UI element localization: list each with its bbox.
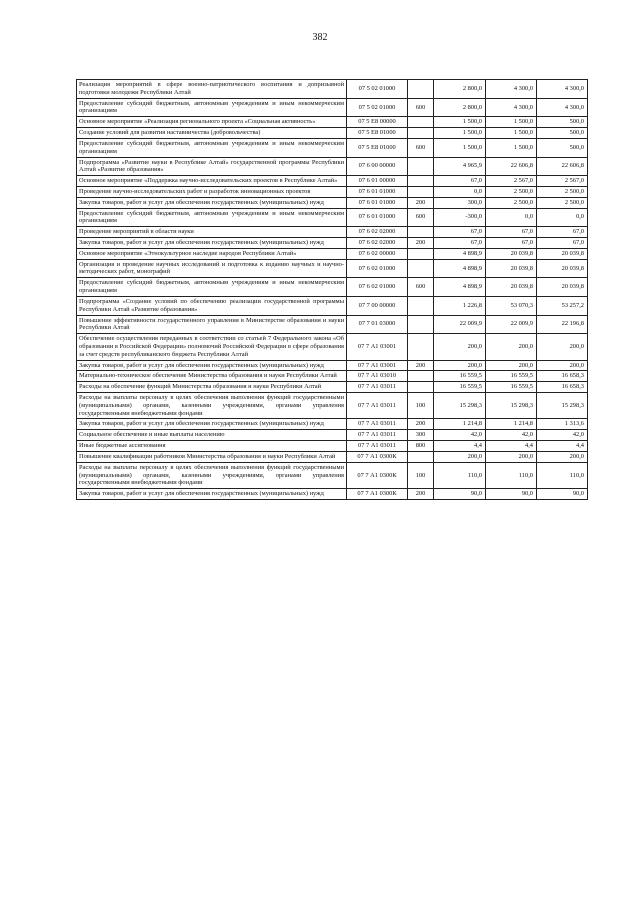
row-amount-year1-cell: 4,4 bbox=[434, 441, 486, 452]
row-expense-type-cell: 600 bbox=[408, 138, 434, 157]
row-expense-type-cell: 300 bbox=[408, 430, 434, 441]
row-expense-type-cell bbox=[408, 296, 434, 315]
table-row bbox=[77, 80, 588, 99]
row-code-cell: 07 7 01 03000 bbox=[347, 315, 408, 334]
row-amount-year3-cell: 200,0 bbox=[537, 451, 588, 462]
row-amount-year3-cell: 22 196,8 bbox=[537, 315, 588, 334]
row-name-cell: Закупка товаров, работ и услуг для обеспечения государственных (муниципальных) нужд bbox=[77, 489, 347, 500]
row-amount-year1-cell: 1 500,0 bbox=[434, 117, 486, 128]
row-amount-year1-cell: 22 009,9 bbox=[434, 315, 486, 334]
row-expense-type-cell bbox=[408, 128, 434, 139]
row-code-cell: 07 5 E8 01000 bbox=[347, 128, 408, 139]
table-row bbox=[77, 451, 588, 462]
row-code-cell: 07 7 А1 0300К bbox=[347, 451, 408, 462]
table-row bbox=[77, 128, 588, 139]
row-name-cell: Закупка товаров, работ и услуг для обеспечения государственных (муниципальных) нужд bbox=[77, 419, 347, 430]
row-code-cell: 07 7 00 00000 bbox=[347, 296, 408, 315]
row-name-cell: Организация и проведение научных исследований и подготовка к изданию научных и научно-методических работ, монографий bbox=[77, 259, 347, 278]
row-code-cell: 07 5 02 01000 bbox=[347, 98, 408, 117]
table-row bbox=[77, 157, 588, 176]
row-amount-year2-cell: 20 039,8 bbox=[486, 248, 537, 259]
row-amount-year3-cell: 16 658,3 bbox=[537, 371, 588, 382]
table-row bbox=[77, 138, 588, 157]
row-amount-year2-cell: 200,0 bbox=[486, 451, 537, 462]
row-expense-type-cell bbox=[408, 80, 434, 99]
row-expense-type-cell: 200 bbox=[408, 197, 434, 208]
table-row bbox=[77, 334, 588, 360]
row-amount-year2-cell: 90,0 bbox=[486, 489, 537, 500]
row-name-cell: Иные бюджетные ассигнования bbox=[77, 441, 347, 452]
table-row bbox=[77, 371, 588, 382]
row-amount-year1-cell: 67,0 bbox=[434, 176, 486, 187]
row-code-cell: 07 7 А1 0300К bbox=[347, 489, 408, 500]
row-amount-year2-cell: 67,0 bbox=[486, 227, 537, 238]
table-row bbox=[77, 393, 588, 419]
row-code-cell: 07 7 А1 03011 bbox=[347, 419, 408, 430]
row-amount-year1-cell: 4 898,9 bbox=[434, 278, 486, 297]
row-name-cell: Реализация мероприятий в сфере военно-патриотического воспитания и допризывной подготовки молодежи Республики Алтай bbox=[77, 80, 347, 99]
row-code-cell: 07 7 А1 03001 bbox=[347, 334, 408, 360]
row-name-cell: Подпрограмма «Развитие науки в Республике Алтай» государственной программы Республики Алтай «Развитие образования» bbox=[77, 157, 347, 176]
row-name-cell: Закупка товаров, работ и услуг для обеспечения государственных (муниципальных) нужд bbox=[77, 238, 347, 249]
budget-table-body bbox=[77, 80, 588, 500]
row-expense-type-cell bbox=[408, 451, 434, 462]
table-row bbox=[77, 278, 588, 297]
row-expense-type-cell bbox=[408, 176, 434, 187]
row-amount-year2-cell: 16 559,5 bbox=[486, 371, 537, 382]
row-expense-type-cell: 100 bbox=[408, 462, 434, 488]
row-expense-type-cell: 200 bbox=[408, 419, 434, 430]
row-amount-year3-cell: 4 300,0 bbox=[537, 98, 588, 117]
row-amount-year3-cell: 90,0 bbox=[537, 489, 588, 500]
row-name-cell: Подпрограмма «Создание условий по обеспечению реализации государственной программы Республики Алтай «Развитие образования» bbox=[77, 296, 347, 315]
row-amount-year3-cell: 20 039,8 bbox=[537, 248, 588, 259]
table-row bbox=[77, 430, 588, 441]
row-code-cell: 07 7 А1 0300К bbox=[347, 462, 408, 488]
row-amount-year3-cell: 500,0 bbox=[537, 138, 588, 157]
row-amount-year3-cell: 200,0 bbox=[537, 334, 588, 360]
row-amount-year1-cell: 4 898,9 bbox=[434, 248, 486, 259]
row-amount-year2-cell: 20 039,8 bbox=[486, 259, 537, 278]
row-amount-year2-cell: 22 009,9 bbox=[486, 315, 537, 334]
row-amount-year2-cell: 53 070,3 bbox=[486, 296, 537, 315]
table-row bbox=[77, 186, 588, 197]
row-amount-year2-cell: 0,0 bbox=[486, 208, 537, 227]
table-row bbox=[77, 419, 588, 430]
row-amount-year1-cell: 2 800,0 bbox=[434, 80, 486, 99]
row-amount-year3-cell: 2 567,0 bbox=[537, 176, 588, 187]
row-amount-year1-cell: 16 559,5 bbox=[434, 371, 486, 382]
row-name-cell: Предоставление субсидий бюджетным, автономным учреждениям и иным некоммерческим организациям bbox=[77, 138, 347, 157]
row-amount-year3-cell: 22 606,8 bbox=[537, 157, 588, 176]
row-amount-year2-cell: 2 500,0 bbox=[486, 197, 537, 208]
row-code-cell: 07 6 01 01000 bbox=[347, 197, 408, 208]
row-expense-type-cell bbox=[408, 259, 434, 278]
row-amount-year3-cell: 200,0 bbox=[537, 360, 588, 371]
row-amount-year2-cell: 4 300,0 bbox=[486, 80, 537, 99]
row-expense-type-cell bbox=[408, 334, 434, 360]
table-row bbox=[77, 315, 588, 334]
row-name-cell: Основное мероприятие «Реализация регионального проекта «Социальная активность» bbox=[77, 117, 347, 128]
table-row bbox=[77, 462, 588, 488]
row-name-cell: Основное мероприятие «Поддержка научно-исследовательских проектов в Республике Алтай» bbox=[77, 176, 347, 187]
row-amount-year1-cell: 1 214,8 bbox=[434, 419, 486, 430]
row-name-cell: Материально-техническое обеспечение Министерства образования и науки Республики Алтай bbox=[77, 371, 347, 382]
row-expense-type-cell: 200 bbox=[408, 489, 434, 500]
row-amount-year2-cell: 20 039,8 bbox=[486, 278, 537, 297]
row-amount-year2-cell: 2 500,0 bbox=[486, 186, 537, 197]
row-amount-year1-cell: 90,0 bbox=[434, 489, 486, 500]
row-code-cell: 07 6 02 00000 bbox=[347, 248, 408, 259]
row-amount-year1-cell: 200,0 bbox=[434, 360, 486, 371]
row-name-cell: Проведение мероприятий в области науки bbox=[77, 227, 347, 238]
row-amount-year3-cell: 500,0 bbox=[537, 117, 588, 128]
row-name-cell: Предоставление субсидий бюджетным, автономным учреждениям и иным некоммерческим организациям bbox=[77, 208, 347, 227]
row-name-cell: Повышение эффективности государственного управления в Министерстве образования и науки Республики Алтай bbox=[77, 315, 347, 334]
row-name-cell: Создание условий для развития наставничества (добровольчества) bbox=[77, 128, 347, 139]
row-code-cell: 07 7 А1 03011 bbox=[347, 441, 408, 452]
row-amount-year1-cell: 67,0 bbox=[434, 227, 486, 238]
row-code-cell: 07 7 А1 03011 bbox=[347, 382, 408, 393]
row-amount-year3-cell: 4,4 bbox=[537, 441, 588, 452]
table-row bbox=[77, 248, 588, 259]
row-amount-year1-cell: 1 500,0 bbox=[434, 138, 486, 157]
row-name-cell: Расходы на выплаты персоналу в целях обеспечения выполнения функций государственными (муниципальными) органами, казенными учреждениями, органами управления государственными внебюджетными фондами bbox=[77, 393, 347, 419]
row-expense-type-cell: 600 bbox=[408, 98, 434, 117]
row-amount-year3-cell: 42,0 bbox=[537, 430, 588, 441]
row-amount-year1-cell: 4 898,9 bbox=[434, 259, 486, 278]
table-row bbox=[77, 360, 588, 371]
row-amount-year2-cell: 2 567,0 bbox=[486, 176, 537, 187]
row-amount-year3-cell: 1 313,6 bbox=[537, 419, 588, 430]
table-row bbox=[77, 227, 588, 238]
row-amount-year2-cell: 67,0 bbox=[486, 238, 537, 249]
row-amount-year1-cell: 15 298,3 bbox=[434, 393, 486, 419]
row-code-cell: 07 6 02 01000 bbox=[347, 259, 408, 278]
row-name-cell: Обеспечение осуществления переданных в соответствии со статьей 7 Федерального закона «Об образовании в Российской Федерации» полномочий Российской Федерации в сфере образования за счет средств республиканского бюджета Республики Алтай bbox=[77, 334, 347, 360]
row-amount-year3-cell: 20 039,8 bbox=[537, 259, 588, 278]
row-amount-year1-cell: 16 559,5 bbox=[434, 382, 486, 393]
row-expense-type-cell: 100 bbox=[408, 393, 434, 419]
row-amount-year3-cell: 4 300,0 bbox=[537, 80, 588, 99]
row-code-cell: 07 7 А1 03001 bbox=[347, 360, 408, 371]
row-amount-year1-cell: 0,0 bbox=[434, 186, 486, 197]
row-name-cell: Повышение квалификации работников Министерства образования и науки Республики Алтай bbox=[77, 451, 347, 462]
row-amount-year3-cell: 110,0 bbox=[537, 462, 588, 488]
row-amount-year2-cell: 22 606,8 bbox=[486, 157, 537, 176]
row-amount-year3-cell: 53 257,2 bbox=[537, 296, 588, 315]
table-row bbox=[77, 117, 588, 128]
row-code-cell: 07 6 02 01000 bbox=[347, 278, 408, 297]
row-name-cell: Социальное обеспечение и иные выплаты населению bbox=[77, 430, 347, 441]
row-code-cell: 07 6 01 01000 bbox=[347, 208, 408, 227]
row-name-cell: Расходы на обеспечение функций Министерства образования и науки Республики Алтай bbox=[77, 382, 347, 393]
row-code-cell: 07 7 А1 03011 bbox=[347, 393, 408, 419]
table-row bbox=[77, 382, 588, 393]
table-row bbox=[77, 259, 588, 278]
row-expense-type-cell bbox=[408, 371, 434, 382]
row-amount-year3-cell: 2 500,0 bbox=[537, 197, 588, 208]
table-row bbox=[77, 441, 588, 452]
row-amount-year1-cell: 1 500,0 bbox=[434, 128, 486, 139]
row-name-cell: Основное мероприятие «Этнокультурное наследие народов Республики Алтай» bbox=[77, 248, 347, 259]
row-amount-year2-cell: 42,0 bbox=[486, 430, 537, 441]
row-amount-year1-cell: 300,0 bbox=[434, 197, 486, 208]
row-name-cell: Предоставление субсидий бюджетным, автономным учреждениям и иным некоммерческим организациям bbox=[77, 278, 347, 297]
row-code-cell: 07 6 00 00000 bbox=[347, 157, 408, 176]
row-expense-type-cell: 600 bbox=[408, 278, 434, 297]
row-expense-type-cell: 200 bbox=[408, 238, 434, 249]
row-name-cell: Закупка товаров, работ и услуг для обеспечения государственных (муниципальных) нужд bbox=[77, 360, 347, 371]
row-code-cell: 07 5 E8 01000 bbox=[347, 138, 408, 157]
row-amount-year3-cell: 0,0 bbox=[537, 208, 588, 227]
row-amount-year3-cell: 2 500,0 bbox=[537, 186, 588, 197]
row-amount-year3-cell: 500,0 bbox=[537, 128, 588, 139]
row-amount-year1-cell: 200,0 bbox=[434, 451, 486, 462]
row-name-cell: Закупка товаров, работ и услуг для обеспечения государственных (муниципальных) нужд bbox=[77, 197, 347, 208]
row-amount-year1-cell: -300,0 bbox=[434, 208, 486, 227]
row-expense-type-cell bbox=[408, 227, 434, 238]
row-amount-year2-cell: 16 559,5 bbox=[486, 382, 537, 393]
row-amount-year3-cell: 67,0 bbox=[537, 238, 588, 249]
row-expense-type-cell: 200 bbox=[408, 360, 434, 371]
row-amount-year2-cell: 200,0 bbox=[486, 360, 537, 371]
row-expense-type-cell bbox=[408, 315, 434, 334]
row-amount-year2-cell: 15 298,3 bbox=[486, 393, 537, 419]
row-amount-year1-cell: 2 800,0 bbox=[434, 98, 486, 117]
row-expense-type-cell bbox=[408, 186, 434, 197]
row-amount-year3-cell: 16 658,3 bbox=[537, 382, 588, 393]
row-amount-year3-cell: 67,0 bbox=[537, 227, 588, 238]
row-name-cell: Проведение научно-исследовательских работ и разработок инновационных проектов bbox=[77, 186, 347, 197]
row-amount-year1-cell: 67,0 bbox=[434, 238, 486, 249]
row-amount-year2-cell: 4,4 bbox=[486, 441, 537, 452]
row-expense-type-cell: 800 bbox=[408, 441, 434, 452]
row-code-cell: 07 7 А1 03011 bbox=[347, 430, 408, 441]
row-name-cell: Предоставление субсидий бюджетным, автономным учреждениям и иным некоммерческим организациям bbox=[77, 98, 347, 117]
row-code-cell: 07 5 E8 00000 bbox=[347, 117, 408, 128]
row-expense-type-cell bbox=[408, 248, 434, 259]
row-amount-year1-cell: 200,0 bbox=[434, 334, 486, 360]
table-row bbox=[77, 176, 588, 187]
row-amount-year2-cell: 4 300,0 bbox=[486, 98, 537, 117]
row-amount-year2-cell: 1 500,0 bbox=[486, 128, 537, 139]
row-amount-year1-cell: 110,0 bbox=[434, 462, 486, 488]
row-amount-year3-cell: 15 298,3 bbox=[537, 393, 588, 419]
page-number: 382 bbox=[312, 32, 328, 43]
row-amount-year1-cell: 1 226,8 bbox=[434, 296, 486, 315]
row-name-cell: Расходы на выплаты персоналу в целях обеспечения выполнения функций государственными (муниципальными) органами, казенными учреждениями, органами управления государственными внебюджетными фондами bbox=[77, 462, 347, 488]
row-code-cell: 07 6 01 01000 bbox=[347, 186, 408, 197]
row-code-cell: 07 6 02 02000 bbox=[347, 227, 408, 238]
row-code-cell: 07 5 02 01000 bbox=[347, 80, 408, 99]
row-code-cell: 07 6 02 02000 bbox=[347, 238, 408, 249]
row-amount-year2-cell: 1 214,8 bbox=[486, 419, 537, 430]
row-expense-type-cell bbox=[408, 382, 434, 393]
table-row bbox=[77, 238, 588, 249]
row-amount-year3-cell: 20 039,8 bbox=[537, 278, 588, 297]
table-row bbox=[77, 197, 588, 208]
row-code-cell: 07 6 01 00000 bbox=[347, 176, 408, 187]
table-row bbox=[77, 296, 588, 315]
row-expense-type-cell bbox=[408, 157, 434, 176]
table-row bbox=[77, 489, 588, 500]
table-row bbox=[77, 98, 588, 117]
row-amount-year1-cell: 42,0 bbox=[434, 430, 486, 441]
table-row bbox=[77, 208, 588, 227]
budget-table bbox=[76, 79, 588, 500]
row-expense-type-cell bbox=[408, 117, 434, 128]
row-amount-year2-cell: 1 500,0 bbox=[486, 138, 537, 157]
row-code-cell: 07 7 А1 03010 bbox=[347, 371, 408, 382]
row-amount-year2-cell: 1 500,0 bbox=[486, 117, 537, 128]
row-expense-type-cell: 600 bbox=[408, 208, 434, 227]
row-amount-year1-cell: 4 965,9 bbox=[434, 157, 486, 176]
row-amount-year2-cell: 110,0 bbox=[486, 462, 537, 488]
row-amount-year2-cell: 200,0 bbox=[486, 334, 537, 360]
